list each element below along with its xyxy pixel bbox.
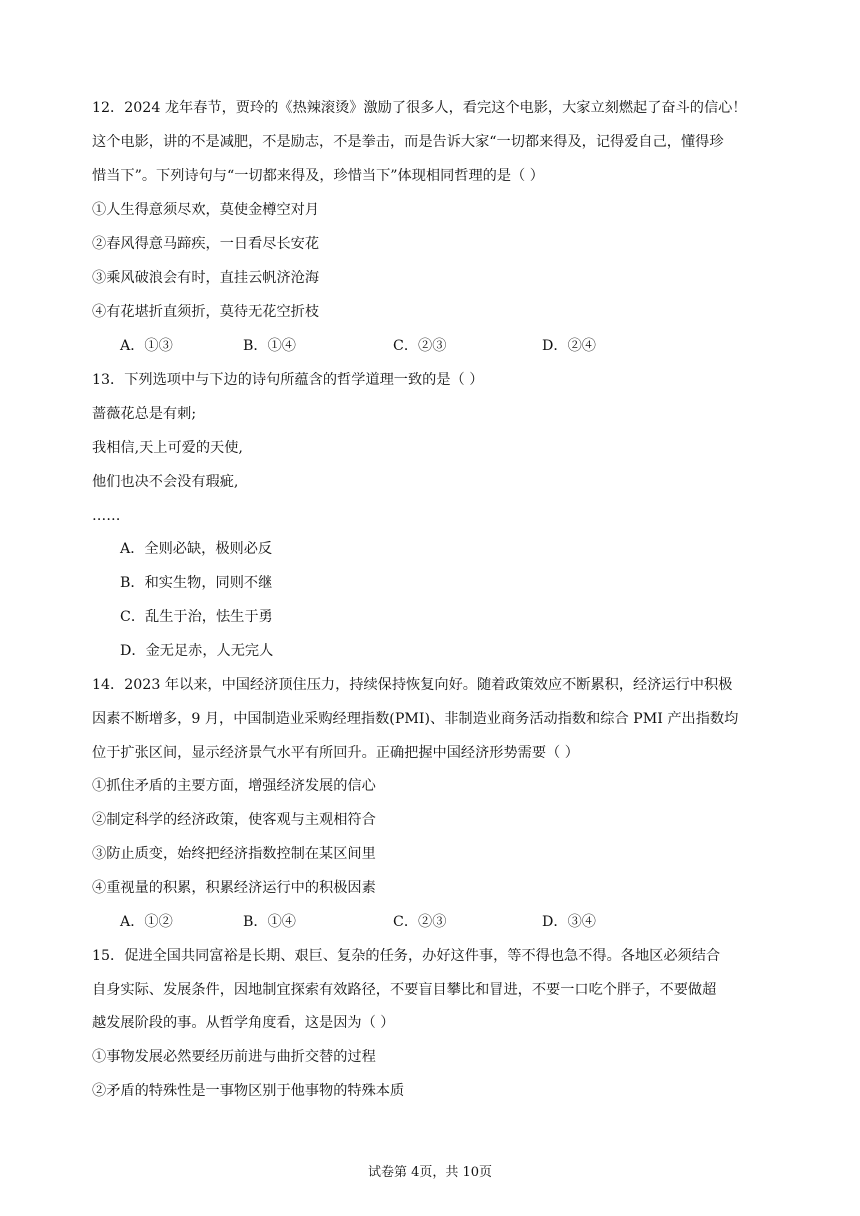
q15-statement-2: ②矛盾的特殊性是一事物区别于他事物的特殊本质 — [92, 1083, 405, 1099]
q14-statement-4: ④重视量的积累，积累经济运行中的积极因素 — [92, 880, 376, 896]
page-footer: 试卷第 4页，共 10页 — [367, 1165, 493, 1180]
q13-poem-line-3: 他们也决不会没有瑕疵, — [92, 474, 239, 490]
q14-stem-line-2: 因素不断增多，9 月，中国制造业采购经理指数(PMI)、非制造业商务活动指数和综合 PMI 产出指数均 — [92, 711, 739, 727]
q13-option-c: C．乱生于治，怯生于勇 — [120, 609, 273, 625]
q12-option-d: D．②④ — [542, 338, 596, 354]
q14-stem-line-1: 14．2023 年以来，中国经济顶住压力，持续保持恢复向好。随着政策效应不断累积，经济运行中积极 — [92, 677, 733, 693]
q13-stem: 13．下列选项中与下边的诗句所蕴含的哲学道理一致的是（ ） — [92, 372, 484, 388]
q15-stem-line-3: 越发展阶段的事。从哲学角度看，这是因为（ ） — [92, 1015, 395, 1031]
q12-statement-1: ①人生得意须尽欢，莫使金樽空对月 — [92, 202, 320, 218]
q13-option-a: A．全则必缺，极则必反 — [120, 541, 273, 557]
q14-statement-1: ①抓住矛盾的主要方面，增强经济发展的信心 — [92, 778, 376, 794]
q14-option-d: D．③④ — [542, 914, 596, 930]
q12-statement-4: ④有花堪折直须折，莫待无花空折枝 — [92, 304, 320, 320]
q14-stem-line-3: 位于扩张区间，显示经济景气水平有所回升。正确把握中国经济形势需要（ ） — [92, 745, 579, 761]
q14-option-c: C．②③ — [393, 914, 447, 930]
q12-statement-2: ②春风得意马蹄疾，一日看尽长安花 — [92, 236, 320, 252]
q14-option-a: A．①② — [120, 914, 173, 930]
q12-statement-3: ③乘风破浪会有时，直挂云帆济沧海 — [92, 270, 320, 286]
q15-stem-line-1: 15．促进全国共同富裕是长期、艰巨、复杂的任务，办好这件事，等不得也急不得。各地区必须结合 — [92, 948, 721, 964]
q13-poem-line-1: 蔷薇花总是有刺; — [92, 406, 197, 422]
q13-option-b: B．和实生物，同则不继 — [120, 575, 273, 591]
q12-option-b: B．①④ — [243, 338, 296, 354]
q15-stem-line-2: 自身实际、发展条件，因地制宜探索有效路径，不要盲目攀比和冒进，不要一口吃个胖子，不要做超 — [92, 982, 717, 998]
q12-option-a: A．①③ — [120, 338, 173, 354]
q12-stem-line-2: 这个电影，讲的不是减肥，不是励志，不是拳击，而是告诉大家“一切都来得及，记得爱自己，懂得珍 — [92, 134, 724, 150]
q13-poem-ellipsis: …… — [92, 508, 121, 524]
q12-stem-line-3: 惜当下”。下列诗句与“一切都来得及，珍惜当下”体现相同哲理的是（ ） — [92, 168, 544, 184]
q12-stem-line-1: 12．2024 龙年春节，贾玲的《热辣滚烫》激励了很多人，看完这个电影，大家立刻燃起了奋斗的信心！ — [92, 100, 747, 116]
q13-option-d: D．金无足赤，人无完人 — [120, 643, 274, 659]
q13-poem-line-2: 我相信,天上可爱的天使, — [92, 440, 243, 456]
q15-statement-1: ①事物发展必然要经历前进与曲折交替的过程 — [92, 1049, 376, 1065]
q14-statement-3: ③防止质变，始终把经济指数控制在某区间里 — [92, 846, 376, 862]
q14-option-b: B．①④ — [243, 914, 296, 930]
q14-statement-2: ②制定科学的经济政策，使客观与主观相符合 — [92, 812, 376, 828]
q12-option-c: C．②③ — [393, 338, 447, 354]
